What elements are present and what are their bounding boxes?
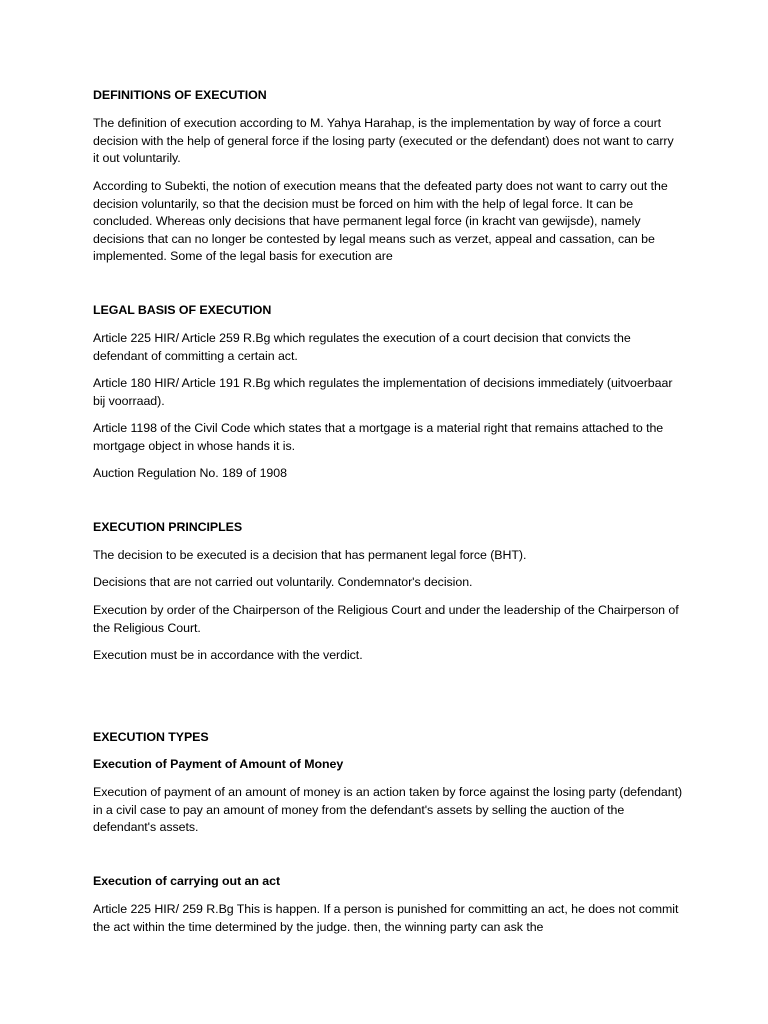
section-heading-legal-basis: LEGAL BASIS OF EXECUTION	[93, 303, 272, 317]
principles-paragraph-4: Execution must be in accordance with the verdict.	[93, 648, 363, 662]
subheading-carrying-out-act: Execution of carrying out an act	[93, 874, 281, 888]
section-heading-principles: EXECUTION PRINCIPLES	[93, 520, 243, 534]
principles-paragraph-2: Decisions that are not carried out voluntarily. Condemnator's decision.	[93, 575, 473, 589]
subheading-payment-of-money: Execution of Payment of Amount of Money	[93, 757, 344, 771]
legal-basis-paragraph-1: Article 225 HIR/ Article 259 R.Bg which regulates the execution of a court decision that convicts the defendant of committing a certain act.	[93, 331, 631, 363]
legal-basis-paragraph-2: Article 180 HIR/ Article 191 R.Bg which regulates the implementation of decisions immediately (uitvoerbaar bij voorraad).	[93, 376, 673, 408]
legal-basis-paragraph-3: Article 1198 of the Civil Code which states that a mortgage is a material right that remains attached to the mortgage object in whose hands it is.	[93, 421, 664, 453]
carrying-out-act-paragraph: Article 225 HIR/ 259 R.Bg This is happen. If a person is punished for committing an act, he does not commit the act within the time determined by the judge. then, the winning party can ask the	[93, 902, 679, 934]
principles-paragraph-3: Execution by order of the Chairperson of the Religious Court and under the leadership of the Chairperson of the Religious Court.	[93, 603, 679, 635]
section-heading-definitions: DEFINITIONS OF EXECUTION	[93, 88, 267, 102]
legal-basis-paragraph-4: Auction Regulation No. 189 of 1908	[93, 466, 287, 480]
payment-of-money-paragraph: Execution of payment of an amount of money is an action taken by force against the losing party (defendant) in a civil case to pay an amount of money from the defendant's assets by selling the auction of the defendant's assets.	[93, 785, 683, 835]
principles-paragraph-1: The decision to be executed is a decision that has permanent legal force (BHT).	[93, 548, 527, 562]
definitions-paragraph-1: The definition of execution according to M. Yahya Harahap, is the implementation by way of force a court decision with the help of general force if the losing party (executed or the defendant) does not want to carry it out voluntarily.	[93, 116, 674, 166]
section-heading-types: EXECUTION TYPES	[93, 730, 209, 744]
definitions-paragraph-2: According to Subekti, the notion of execution means that the defeated party does not want to carry out the decision voluntarily, so that the decision must be forced on him with the help of legal force. It can be concluded. Whereas only decisions that have permanent legal force (in kracht van gewijsde), namely decisions that can no longer be contested by legal means such as verzet, appeal and cassation, can be implemented. Some of the legal basis for execution are	[93, 179, 668, 264]
